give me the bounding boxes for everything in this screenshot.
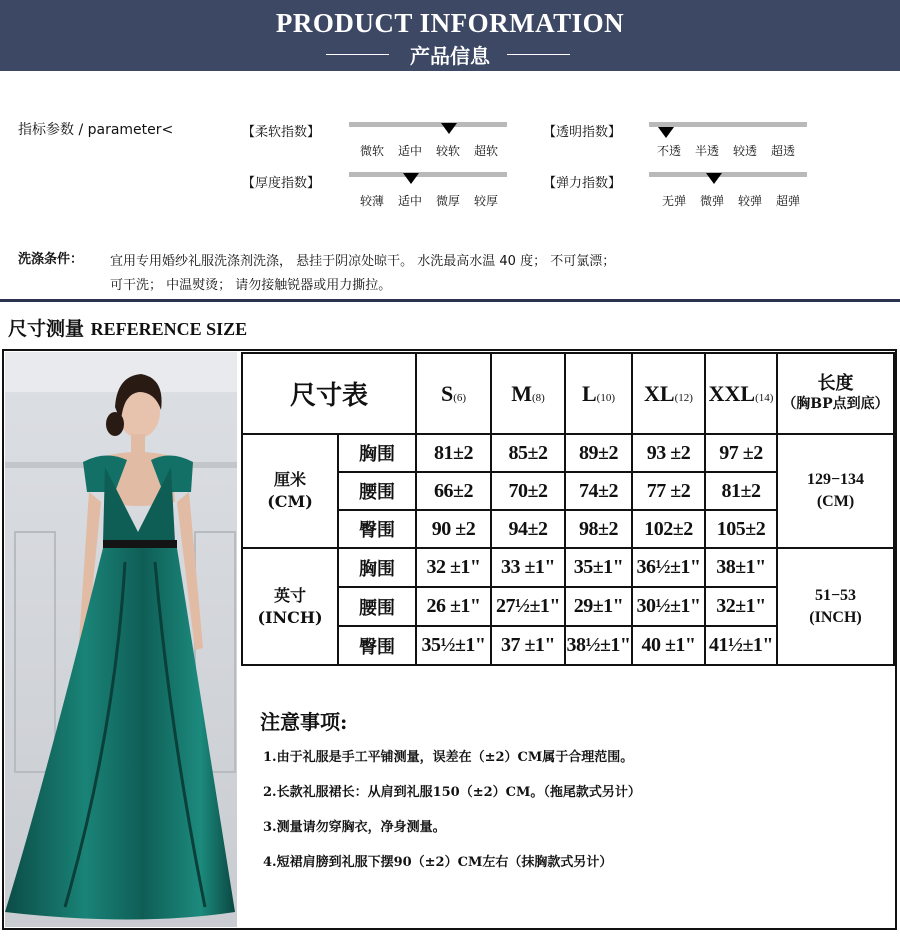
index-marker xyxy=(706,173,722,184)
unit-cell-inch: 英寸 (INCH) xyxy=(242,548,338,665)
index-options xyxy=(655,192,807,209)
value-cell: 81±2 xyxy=(705,472,777,510)
table-title: 尺寸表 xyxy=(242,353,416,434)
index-label: 【弹力指数】 xyxy=(543,176,622,191)
total-length-cm: 129−134 (CM) xyxy=(777,434,894,548)
size-header-m: M(8) xyxy=(491,353,565,434)
value-cell: 70±2 xyxy=(491,472,565,510)
value-cell: 105±2 xyxy=(705,510,777,548)
index-option: 微弹 xyxy=(699,194,724,208)
total-length-inch: 51−53 (INCH) xyxy=(777,548,894,665)
index-marker xyxy=(403,173,419,184)
index-label: 【透明指数】 xyxy=(543,125,622,140)
part-cell: 腰围 xyxy=(338,587,416,626)
index-marker xyxy=(658,127,674,138)
value-cell: 98±2 xyxy=(565,510,632,548)
size-title-en: REFERENCE SIZE xyxy=(90,319,248,339)
index-track xyxy=(349,122,507,127)
length-title: 长度 xyxy=(817,372,854,394)
value-cell: 89±2 xyxy=(565,434,632,472)
index-track xyxy=(649,172,807,177)
length-header xyxy=(777,353,894,434)
banner-divider-right xyxy=(507,54,570,55)
value-cell: 35½±1" xyxy=(416,626,491,665)
index-option: 超透 xyxy=(770,144,795,158)
washing-line-2: 可干洗； 中温熨烫； 请勿接触锐器或用力撕拉。 xyxy=(110,278,392,293)
value-cell: 38½±1" xyxy=(565,626,632,665)
value-cell: 66±2 xyxy=(416,472,491,510)
size-header-s: S(6) xyxy=(416,353,491,434)
index-option: 不透 xyxy=(656,144,681,158)
value-cell: 97 ±2 xyxy=(705,434,777,472)
index-option: 半透 xyxy=(694,144,719,158)
value-cell: 40 ±1" xyxy=(632,626,705,665)
header-banner xyxy=(0,0,900,71)
note-item: 4.短裙肩膀到礼服下摆90（±2）CM左右（抹胸款式另计） xyxy=(263,855,613,870)
unit-cell-cm: 厘米 (CM) xyxy=(242,434,338,548)
value-cell: 77 ±2 xyxy=(632,472,705,510)
value-cell: 32±1" xyxy=(705,587,777,626)
index-marker xyxy=(441,123,457,134)
size-header-l: L(10) xyxy=(565,353,632,434)
parameter-label: 指标参数 / parameter< xyxy=(18,122,174,138)
section-divider xyxy=(0,299,900,302)
value-cell: 85±2 xyxy=(491,434,565,472)
index-options xyxy=(353,142,505,159)
length-subtitle: （胸BP点到底） xyxy=(782,395,889,412)
index-label: 【柔软指数】 xyxy=(242,125,321,140)
dress-illustration xyxy=(5,352,237,927)
part-cell: 臀围 xyxy=(338,626,416,665)
value-cell: 41½±1" xyxy=(705,626,777,665)
index-track xyxy=(349,172,507,177)
table-header-row xyxy=(242,353,894,434)
size-header-xl: XL(12) xyxy=(632,353,705,434)
value-cell: 37 ±1" xyxy=(491,626,565,665)
notes-title: 注意事项: xyxy=(260,710,348,734)
part-cell: 胸围 xyxy=(338,434,416,472)
index-option: 较薄 xyxy=(359,194,384,208)
part-cell: 胸围 xyxy=(338,548,416,587)
value-cell: 90 ±2 xyxy=(416,510,491,548)
washing-label: 洗涤条件： xyxy=(18,252,84,267)
value-cell: 93 ±2 xyxy=(632,434,705,472)
value-cell: 27½±1" xyxy=(491,587,565,626)
notes-panel xyxy=(241,664,893,927)
index-option: 较厚 xyxy=(473,194,498,208)
part-cell: 臀围 xyxy=(338,510,416,548)
index-option: 微厚 xyxy=(435,194,460,208)
value-cell: 32 ±1" xyxy=(416,548,491,587)
size-header-xxl: XXL(14) xyxy=(705,353,777,434)
value-cell: 33 ±1" xyxy=(491,548,565,587)
value-cell: 94±2 xyxy=(491,510,565,548)
index-option: 超弹 xyxy=(775,194,800,208)
table-row xyxy=(242,434,894,472)
value-cell: 26 ±1" xyxy=(416,587,491,626)
note-item: 2.长款礼服裙长：从肩到礼服150（±2）CM。（拖尾款式另计） xyxy=(263,785,641,800)
value-cell: 102±2 xyxy=(632,510,705,548)
value-cell: 36½±1" xyxy=(632,548,705,587)
banner-title: PRODUCT INFORMATION xyxy=(275,8,625,38)
banner-subtitle: 产品信息 xyxy=(410,44,490,68)
table-row xyxy=(242,548,894,587)
index-options xyxy=(353,192,505,209)
part-cell: 腰围 xyxy=(338,472,416,510)
value-cell: 29±1" xyxy=(565,587,632,626)
index-option: 超软 xyxy=(473,144,498,158)
note-item: 1.由于礼服是手工平铺测量，误差在（±2）CM属于合理范围。 xyxy=(263,750,634,765)
size-section-title xyxy=(8,314,247,341)
size-title-cn: 尺寸测量 xyxy=(8,318,85,340)
value-cell: 30½±1" xyxy=(632,587,705,626)
value-cell: 81±2 xyxy=(416,434,491,472)
size-table xyxy=(241,352,895,666)
index-option: 较透 xyxy=(732,144,757,158)
index-option: 无弹 xyxy=(661,194,686,208)
index-option: 微软 xyxy=(359,144,384,158)
index-options xyxy=(650,142,802,159)
index-option: 适中 xyxy=(397,144,422,158)
value-cell: 38±1" xyxy=(705,548,777,587)
index-label: 【厚度指数】 xyxy=(242,176,321,191)
index-option: 较弹 xyxy=(737,194,762,208)
washing-line-1: 宜用专用婚纱礼服洗涤剂洗涤， 悬挂于阴凉处晾干。 水洗最高水温 40 度； 不可氯漂； xyxy=(110,254,616,269)
index-option: 较软 xyxy=(435,144,460,158)
value-cell: 35±1" xyxy=(565,548,632,587)
dress-photo xyxy=(5,352,237,927)
note-item: 3.测量请勿穿胸衣，净身测量。 xyxy=(263,820,446,835)
index-option: 适中 xyxy=(397,194,422,208)
value-cell: 74±2 xyxy=(565,472,632,510)
